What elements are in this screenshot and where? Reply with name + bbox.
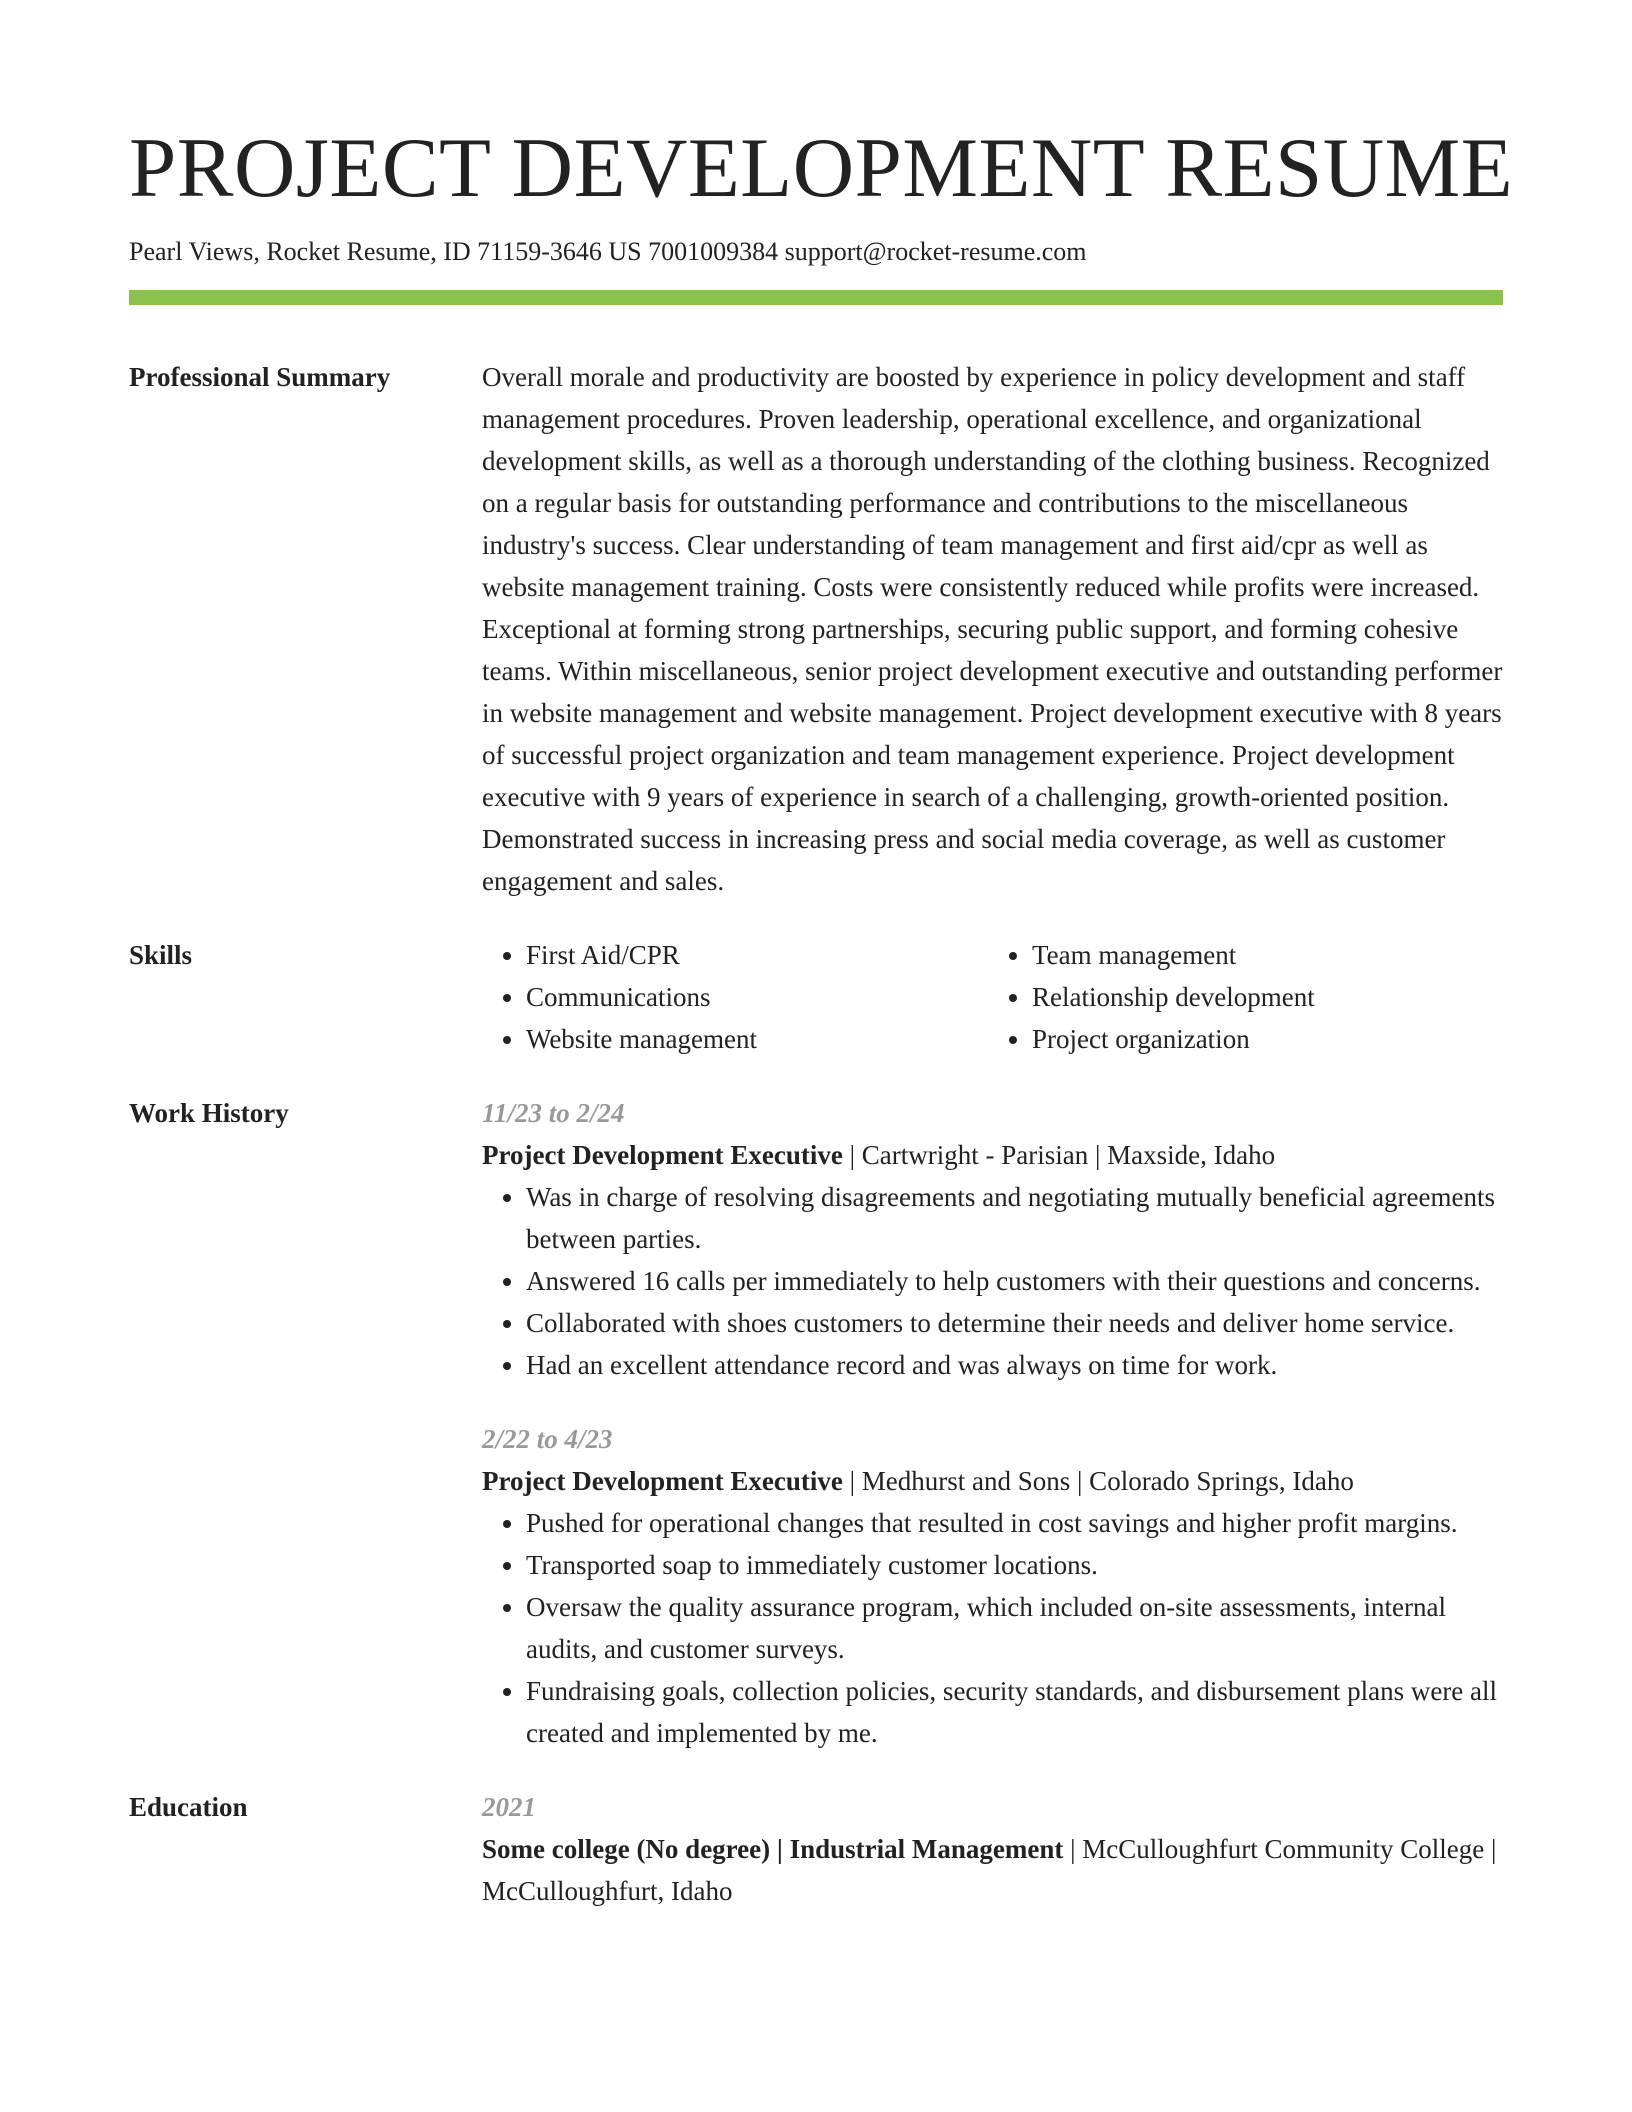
job-title-line: [482, 1134, 1503, 1176]
resume-title: PROJECT DEVELOPMENT RESUME: [129, 121, 1514, 215]
education-entry: [482, 1786, 1503, 1912]
job-role: Project Development Executive: [482, 1140, 843, 1170]
job-responsibilities: [482, 1176, 1503, 1386]
work-history-section: [129, 1092, 1503, 1754]
education-school-location: | McCulloughfurt Community College | McCulloughfurt, Idaho: [482, 1834, 1497, 1906]
skills-column-right: [988, 934, 1503, 1060]
education-section: [129, 1786, 1503, 1912]
job-bullet: • Pushed for operational changes that resulted in cost savings and higher profit margins.: [526, 1502, 1503, 1544]
job-dates: 2/22 to 4/23: [482, 1424, 613, 1454]
skill-item: • Website management: [526, 1018, 988, 1060]
job-entry: [482, 1418, 1503, 1754]
work-history-list: [482, 1092, 1503, 1754]
skills-heading: Skills: [129, 940, 193, 970]
education-degree: Some college (No degree) | Industrial Management: [482, 1834, 1064, 1864]
job-role: Project Development Executive: [482, 1466, 843, 1496]
job-title-line: [482, 1460, 1503, 1502]
job-bullet: • Had an excellent attendance record and was always on time for work.: [526, 1344, 1503, 1386]
skills-list: [482, 934, 1503, 1060]
job-bullet: • Oversaw the quality assurance program, which included on-site assessments, internal audits, and customer surveys.: [526, 1586, 1503, 1670]
job-bullet: • Collaborated with shoes customers to determine their needs and deliver home service.: [526, 1302, 1503, 1344]
skill-item: • First Aid/CPR: [526, 934, 988, 976]
summary-heading: Professional Summary: [129, 362, 391, 392]
job-entry: [482, 1092, 1503, 1386]
skill-item: • Relationship development: [1032, 976, 1503, 1018]
skills-column-left: [482, 934, 988, 1060]
job-dates: 11/23 to 2/24: [482, 1098, 625, 1128]
accent-divider: [129, 290, 1503, 305]
job-bullet: • Fundraising goals, collection policies, security standards, and disbursement plans were all created and implemented by me.: [526, 1670, 1503, 1754]
job-employer-location: | Cartwright - Parisian | Maxside, Idaho: [842, 1140, 1276, 1170]
skill-item: • Team management: [1032, 934, 1503, 976]
skill-item: • Project organization: [1032, 1018, 1503, 1060]
education-heading: Education: [129, 1792, 248, 1822]
skill-item: • Communications: [526, 976, 988, 1018]
job-responsibilities: [482, 1502, 1503, 1754]
job-bullet: • Answered 16 calls per immediately to help customers with their questions and concerns.: [526, 1260, 1503, 1302]
education-date: 2021: [482, 1792, 536, 1822]
skills-section: [129, 934, 1503, 1060]
summary-text: Overall morale and productivity are boosted by experience in policy development and staff management procedures. Proven leadership, operational excellence, and organizational development skills, as well as a thorough understanding of the clothing business. Recognized on a regular basis for outstanding performance and contributions to the miscellaneous industry's success. Clear understanding of team management and first aid/cpr as well as website management training. Costs were consistently reduced while profits were increased. Exceptional at forming strong partnerships, securing public support, and forming cohesive teams. Within miscellaneous, senior project development executive and outstanding performer in website management and website management. Project development executive with 8 years of successful project organization and team management experience. Project development executive with 9 years of experience in search of a challenging, growth-oriented position. Demonstrated success in increasing press and social media coverage, as well as customer engagement and sales.: [482, 362, 1503, 896]
summary-section: [129, 356, 1503, 902]
contact-info: Pearl Views, Rocket Resume, ID 71159-3646 US 7001009384 support@rocket-resume.com: [129, 237, 1087, 266]
job-employer-location: | Medhurst and Sons | Colorado Springs, Idaho: [842, 1466, 1354, 1496]
job-bullet: • Transported soap to immediately customer locations.: [526, 1544, 1503, 1586]
job-bullet: • Was in charge of resolving disagreements and negotiating mutually beneficial agreements between parties.: [526, 1176, 1503, 1260]
education-line: [482, 1828, 1503, 1912]
work-history-heading: Work History: [129, 1098, 289, 1128]
